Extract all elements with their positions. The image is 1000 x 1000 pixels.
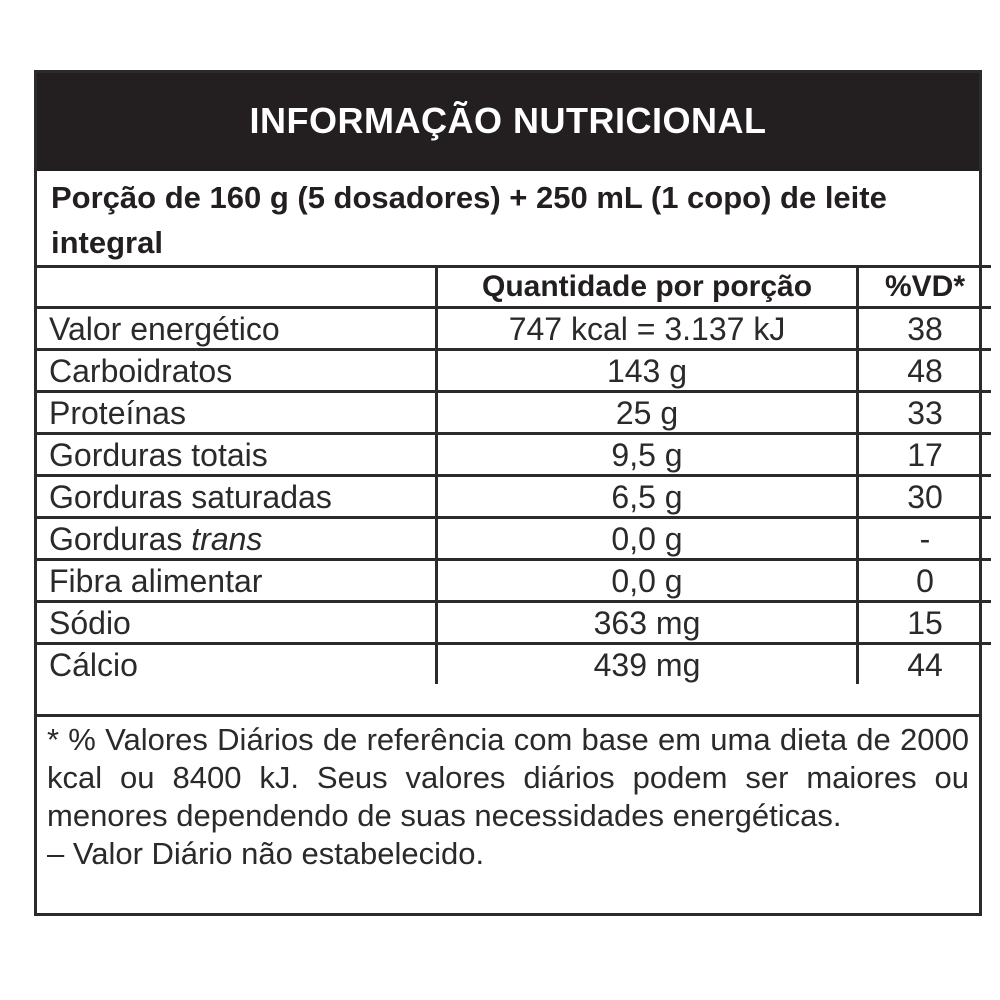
header-blank-cell: [37, 267, 437, 308]
header-daily-value: %VD*: [858, 267, 992, 308]
nutrient-dv: 38: [858, 308, 992, 350]
nutrient-name: Valor energético: [37, 308, 437, 350]
nutrient-name: Fibra alimentar: [37, 560, 437, 602]
nutrient-name: Cálcio: [37, 644, 437, 685]
nutrient-dv: 44: [858, 644, 992, 685]
table-row: [37, 476, 991, 518]
table-row: [37, 560, 991, 602]
table-row: [37, 350, 991, 392]
table-row: [37, 392, 991, 434]
nutrient-name: Carboidratos: [37, 350, 437, 392]
nutrient-name: Sódio: [37, 602, 437, 644]
table-row: [37, 644, 991, 685]
nutrient-amount: 143 g: [437, 350, 858, 392]
footnote: [37, 714, 979, 913]
nutrient-amount: 363 mg: [437, 602, 858, 644]
nutrient-amount: 0,0 g: [437, 560, 858, 602]
nutrient-name: Gorduras saturadas: [37, 476, 437, 518]
nutrient-dv: 30: [858, 476, 992, 518]
nutrient-dv: 33: [858, 392, 992, 434]
table-row: [37, 518, 991, 560]
nutrient-amount: 6,5 g: [437, 476, 858, 518]
nutrient-dv: 48: [858, 350, 992, 392]
nutrient-dv: 0: [858, 560, 992, 602]
table-row: [37, 434, 991, 476]
table-row: [37, 602, 991, 644]
nutrient-amount: 25 g: [437, 392, 858, 434]
nutrient-amount: 439 mg: [437, 644, 858, 685]
table-row: [37, 308, 991, 350]
nutrient-amount: 9,5 g: [437, 434, 858, 476]
nutrient-name-prefix: Gorduras: [49, 520, 183, 557]
header-quantity: Quantidade por porção: [437, 267, 858, 308]
label-title: INFORMAÇÃO NUTRICIONAL: [37, 73, 979, 171]
nutrition-facts-label: [34, 70, 982, 916]
nutrient-dv: 17: [858, 434, 992, 476]
nutrient-dv: -: [858, 518, 992, 560]
nutrient-name: [37, 518, 437, 560]
nutrient-amount: 0,0 g: [437, 518, 858, 560]
footnote-daily-values: * % Valores Diários de referência com base em uma dieta de 2000 kcal ou 8400 kJ. Seus valores diários podem ser maiores ou menores dependendo de suas necessidades energéticas.: [47, 722, 969, 833]
nutrient-name: Proteínas: [37, 392, 437, 434]
serving-size-text: Porção de 160 g (5 dosadores) + 250 mL (1 copo) de leite integral: [51, 180, 887, 260]
nutrition-table: [37, 265, 991, 684]
nutrient-dv: 15: [858, 602, 992, 644]
table-header-row: [37, 267, 991, 308]
nutrient-name: Gorduras totais: [37, 434, 437, 476]
nutrient-amount: 747 kcal = 3.137 kJ: [437, 308, 858, 350]
footnote-not-established: – Valor Diário não estabelecido.: [47, 836, 485, 871]
nutrient-name-italic: trans: [191, 520, 263, 557]
